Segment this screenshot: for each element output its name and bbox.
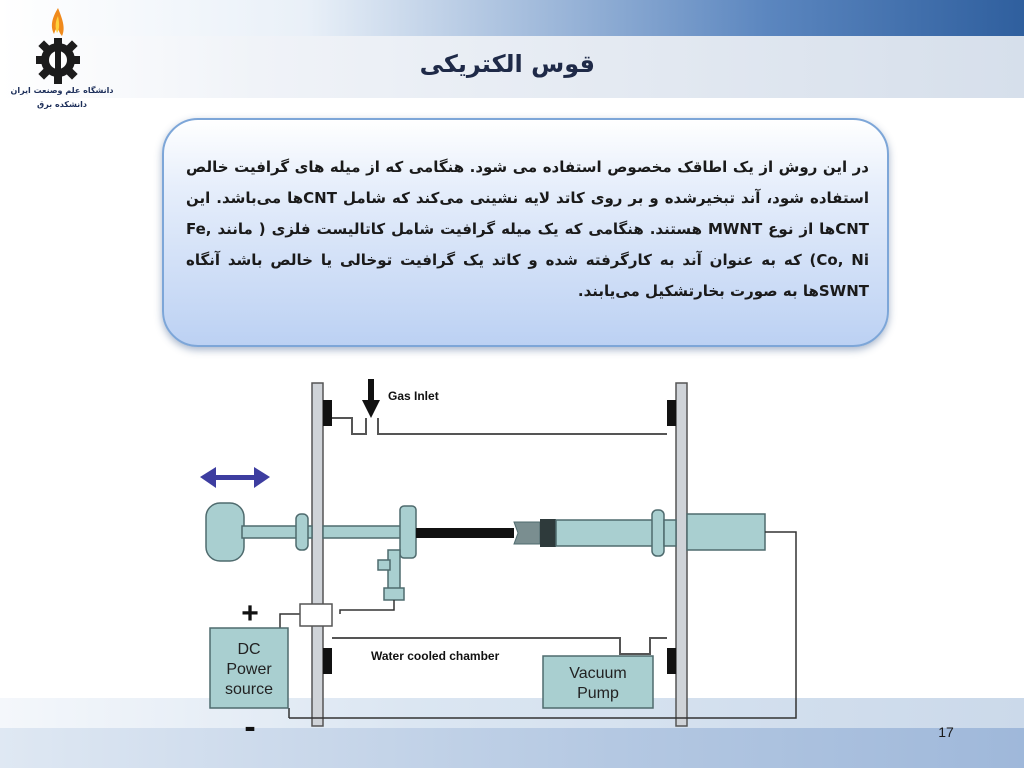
feedthrough — [388, 550, 400, 592]
vacuum-pump-line2: Pump — [577, 685, 619, 702]
gas-inlet-arrow-icon — [362, 379, 380, 418]
inlet-notch-left — [332, 418, 366, 434]
anode-rod-inner — [323, 526, 403, 538]
page-number: 17 — [938, 724, 954, 740]
cathode-feedthrough — [687, 514, 765, 550]
power-source-line1: DC — [237, 641, 261, 658]
right-chamber-wall — [676, 383, 687, 726]
double-arrow-icon — [200, 467, 270, 488]
university-name: دانشگاه علم وصنعت ایران — [10, 86, 114, 95]
cathode-tip — [514, 522, 540, 544]
anode-handle — [206, 503, 244, 561]
left-chamber-wall — [312, 383, 323, 726]
header-band — [0, 0, 1024, 36]
minus-sign: - — [244, 708, 256, 740]
power-source-line3: source — [224, 681, 274, 698]
slide-title: قوس الکتریکی — [419, 50, 595, 78]
arc-discharge-diagram — [0, 370, 1024, 740]
gas-inlet-label: Gas Inlet — [388, 389, 439, 403]
connector-box — [300, 604, 332, 626]
anode-collar — [296, 514, 308, 550]
description-text: در این روش از یک اطاقک مخصوص استفاده می شود. هنگامی که از میله های گرافیت خالص استفاده شود، آند تبخیرشده و بر روی کاتد لایه نشینی می‌کند که شامل CNTها می‌باشد. این CNTها از نوع MWNT هستند. هنگامی که یک میله گرافیت شامل کاتالیست فلزی ( مانند Fe, Co, Ni) که به عنوان آند به کارگرفته شده و کاتد یک گرافیت توخالی یا خالص باشد آنگاه SWNTها به صورت بخارتشکیل می‌یابند. — [186, 158, 869, 300]
vacuum-pump-line1: Vacuum — [569, 665, 627, 682]
institution-name — [0, 84, 124, 112]
faculty-name: دانشکده برق — [37, 100, 87, 109]
plus-sign: + — [241, 597, 259, 630]
graphite-anode-rod — [416, 528, 514, 538]
description-box — [162, 118, 889, 347]
power-source-line2: Power — [226, 661, 272, 678]
cathode-rod — [556, 520, 656, 546]
chamber-top-line — [378, 418, 667, 434]
anode-wire — [340, 600, 394, 614]
anode-holder — [400, 506, 416, 558]
chamber-label: Water cooled chamber — [371, 649, 500, 663]
university-logo-icon — [28, 6, 88, 86]
cathode-collar — [652, 510, 664, 556]
cathode-holder — [540, 519, 556, 547]
